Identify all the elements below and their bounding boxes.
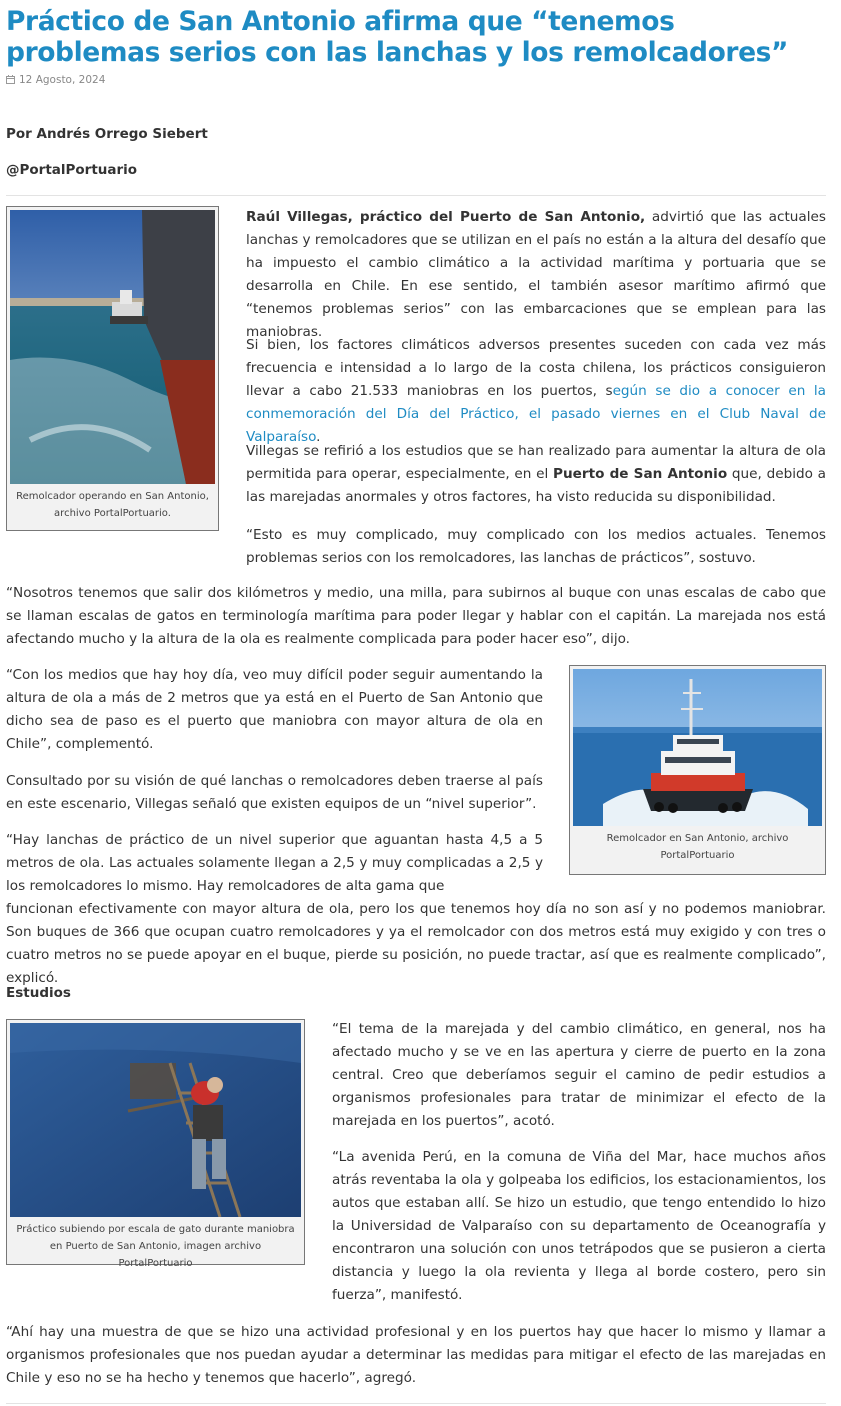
figure-caption: Práctico subiendo por escala de gato durante maniobra en Puerto de San Antonio, imagen archivo PortalPortuario [16, 1224, 295, 1269]
figure-caption: Remolcador operando en San Antonio, archivo PortalPortuario. [16, 491, 209, 519]
figure-pilot-ladder [6, 1019, 305, 1269]
tug-operating-photo [10, 210, 215, 484]
paragraph: “El tema de la marejada y del cambio climático, en general, nos ha afectado mucho y se ve en las apertura y cierre de puerto en la zona central. Creo que deberíamos seguir el camino de pedir estudios a organismos profesionales para tratar de minimizar el efecto de la marejada en los puertos”, acotó. [332, 1021, 826, 1129]
paragraph: Raúl Villegas, práctico del Puerto de San Antonio, advirtió que las actuales lanchas y remolcadores que se utilizan en el país no están a la altura del desafío que ha impuesto el cambio climático a la actividad marítima y portuaria que se desarrolla en Chile. En ese sentido, el también asesor marítimo afirmó que “tenemos problemas serios” con las embarcaciones que se emplean para las maniobras. [246, 209, 826, 340]
bold-lead: Raúl Villegas, práctico del Puerto de San Antonio, [246, 209, 646, 225]
paragraph: funcionan efectivamente con mayor altura de ola, pero los que tenemos hoy día no son así y no podemos maniobrar. Son buques de 366 que ocupan cuatro remolcadores y ya el remolcador con dos metros está muy exigido y con tres o cuatro metros no se puede apoyar en el buque, pierde su posición, no puede tractar, así que es realmente complicado”, explicó. [6, 901, 826, 986]
figure-tug-at-sea [569, 665, 826, 875]
author: Por Andrés Orrego Siebert [6, 126, 208, 142]
paragraph: “Esto es muy complicado, muy complicado con los medios actuales. Tenemos problemas serios con los remolcadores, las lanchas de prácticos”, sostuvo. [246, 527, 826, 566]
divider [6, 195, 826, 196]
paragraph: “Hay lanchas de práctico de un nivel superior que aguantan hasta 4,5 a 5 metros de ola. Las actuales solamente llegan a 2,5 y muy complicadas a 2,5 y los remolcadores lo mismo. Hay remolcadores de alta gama que [6, 832, 543, 894]
paragraph: Villegas se refirió a los estudios que se han realizado para aumentar la altura de ola permitida para operar, especialmente, en el Puerto de San Antonio que, debido a las marejadas anormales y otros factores, ha visto reducida su disponibilidad. [246, 443, 826, 505]
figure-caption: Remolcador en San Antonio, archivo PortalPortuario [606, 833, 789, 861]
paragraph: Consultado por su visión de qué lanchas o remolcadores deben traerse al país en este escenario, Villegas señaló que existen equipos de un “nivel superior”. [6, 773, 543, 812]
paragraph: “Con los medios que hay hoy día, veo muy difícil poder seguir aumentando la altura de ola a más de 2 metros que ya está en el Puerto de San Antonio que dicho sea de paso es el puerto que maniobra con mayor altura de ola en Chile”, complementó. [6, 667, 543, 752]
section-heading: Estudios [6, 985, 71, 1001]
article-link[interactable]: egún se dio a conocer en la conmemoración del Día del Práctico, el pasado viernes en el Club Naval de Valparaíso [246, 383, 826, 445]
twitter-handle: @PortalPortuario [6, 162, 138, 178]
paragraph: “La avenida Perú, en la comuna de Viña del Mar, hace muchos años atrás reventaba la ola y golpeaba los edificios, los estacionamientos, los autos que estaban allí. Se hizo un estudio, que tengo entendido lo hizo la Universidad de Valparaíso con su departamento de Oceanografía y encontraron una solución con unos tetrápodos que se pusieron a cierta distancia y luego la ola revienta y llega al borde costero, pero sin fuerza”, manifestó. [332, 1149, 826, 1303]
paragraph: “Nosotros tenemos que salir dos kilómetros y medio, una milla, para subirnos al buque con unas escalas de cabo que se llaman escalas de gatos en terminología marítima para poder llegar y hablar con el capitán. La marejada nos está afectando mucho y la altura de la ola es realmente complicada para poder hacer eso”, dijo. [6, 585, 826, 647]
post-date [6, 74, 105, 86]
tug-at-sea-photo [573, 669, 822, 826]
figure-tug-operating [6, 206, 219, 531]
paragraph: Si bien, los factores climáticos adversos presentes suceden con cada vez más frecuencia e intensidad a lo largo de la costa chilena, los prácticos consiguieron llevar a cabo 21.533 maniobras en los puertos, según se dio a conocer en la conmemoración del Día del Práctico, el pasado viernes en el Club Naval de Valparaíso. [246, 337, 826, 445]
pilot-ladder-photo [10, 1023, 301, 1217]
article-title: Práctico de San Antonio afirma que “tenemos problemas serios con las lanchas y los remolcadores” [6, 6, 789, 68]
paragraph: “Ahí hay una muestra de que se hizo una actividad profesional y en los puertos hay que hacer lo mismo y llamar a organismos profesionales que nos puedan ayudar a determinar las medidas para mitigar el efecto de las marejadas en Chile y eso no se ha hecho y tenemos que hacerlo”, agregó. [6, 1324, 826, 1386]
calendar-icon [6, 75, 15, 84]
date-text: 12 Agosto, 2024 [19, 74, 106, 86]
divider [6, 1403, 826, 1404]
